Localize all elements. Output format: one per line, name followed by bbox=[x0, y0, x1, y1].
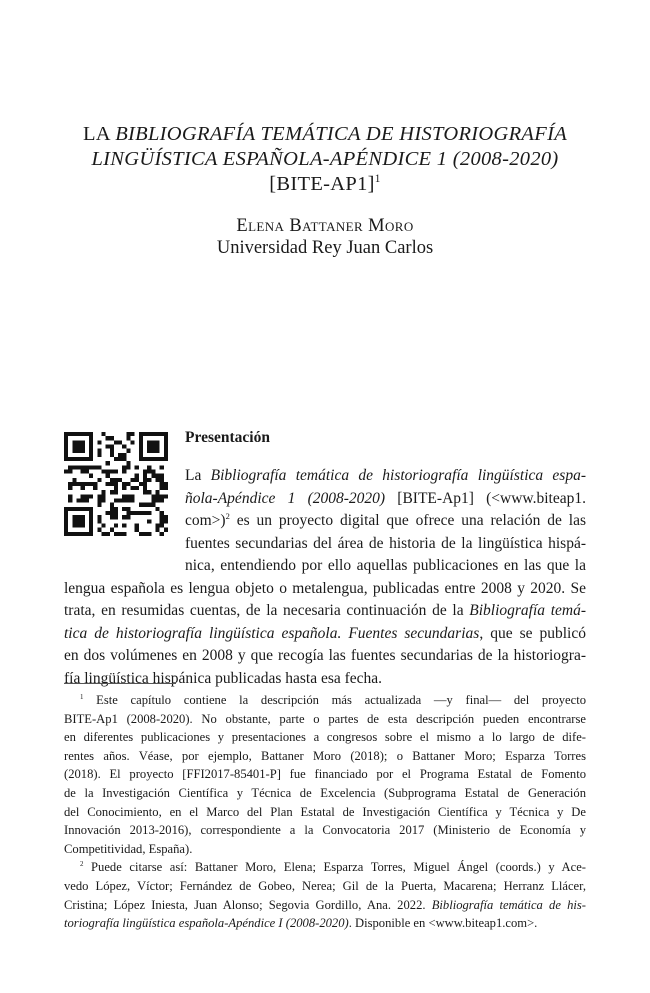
qr-module bbox=[110, 469, 114, 473]
body-line: fuentes secundarias del área de historia de la lingüística hispá- bbox=[185, 534, 586, 552]
qr-module bbox=[97, 499, 101, 503]
qr-module bbox=[110, 444, 114, 448]
qr-module bbox=[89, 474, 93, 478]
body-line: en dos volúmenes en 2008 y que recogía las fuentes secundarias de la historiogra- bbox=[64, 647, 586, 664]
qr-module bbox=[126, 507, 130, 511]
qr-module bbox=[114, 532, 118, 536]
qr-module bbox=[85, 494, 89, 498]
qr-module bbox=[81, 465, 85, 469]
qr-module bbox=[114, 515, 118, 519]
qr-module bbox=[143, 478, 147, 482]
qr-code-image bbox=[64, 432, 168, 536]
qr-module bbox=[110, 449, 114, 453]
qr-module bbox=[131, 511, 135, 515]
body-line: tica de historiografía lingüística española. Fuentes secundarias, que se publicó bbox=[64, 624, 586, 642]
qr-module bbox=[81, 482, 85, 486]
qr-module bbox=[160, 494, 164, 498]
qr-module bbox=[110, 515, 114, 519]
qr-module bbox=[164, 519, 168, 523]
qr-module bbox=[85, 469, 89, 473]
qr-module bbox=[93, 465, 97, 469]
qr-module bbox=[106, 511, 110, 515]
qr-module bbox=[97, 449, 101, 453]
paragraph-full-width bbox=[64, 578, 586, 691]
qr-module bbox=[68, 486, 72, 490]
qr-module bbox=[151, 499, 155, 503]
qr-module bbox=[81, 486, 85, 490]
body-line: ñola-Apéndice 1 (2008-2020) [BITE-Ap1] (<www.biteap1. bbox=[185, 489, 586, 507]
qr-module bbox=[147, 532, 151, 536]
footnote-line: $^1$ Este capítulo contiene la descripción más actualizada —y final— del proyecto bbox=[80, 693, 586, 707]
footnote-line: vedo López, Víctor; Fernández de Gobeo, Nerea; Gil de la Puerta, Macarena; Herranz Llácer, bbox=[64, 878, 586, 893]
qr-module bbox=[156, 474, 160, 478]
qr-module bbox=[72, 515, 84, 527]
section-heading: Presentación bbox=[185, 429, 270, 446]
qr-module bbox=[126, 461, 130, 465]
qr-module bbox=[160, 478, 164, 482]
qr-module bbox=[72, 478, 76, 482]
qr-module bbox=[93, 486, 97, 490]
qr-module bbox=[156, 524, 160, 528]
footnote-mark-1: 1 bbox=[374, 173, 381, 186]
qr-module bbox=[114, 499, 118, 503]
qr-module bbox=[126, 499, 130, 503]
qr-module bbox=[106, 532, 110, 536]
footnote-line: Competitividad, España). bbox=[64, 841, 193, 856]
body-line: fía lingüística hispánica publicadas hasta esa fecha. bbox=[64, 669, 383, 687]
qr-module bbox=[139, 482, 143, 486]
qr-module bbox=[72, 440, 84, 452]
qr-module bbox=[139, 503, 143, 507]
qr-module bbox=[97, 515, 101, 519]
qr-module bbox=[64, 469, 68, 473]
chapter-title bbox=[60, 122, 590, 197]
qr-module bbox=[114, 478, 118, 482]
qr-module bbox=[89, 465, 93, 469]
title-line-1: LA BIBLIOGRAFÍA TEMÁTICA DE HISTORIOGRAFÍA bbox=[82, 123, 568, 145]
qr-module bbox=[151, 494, 155, 498]
qr-module bbox=[101, 499, 105, 503]
qr-module bbox=[85, 482, 89, 486]
qr-module bbox=[156, 507, 160, 511]
qr-module bbox=[151, 503, 155, 507]
qr-module bbox=[126, 465, 130, 469]
qr-module bbox=[160, 532, 164, 536]
footnote-line: Cristina; López Iniesta, Juan Alonso; Segovia Gordillo, Ana. 2022. Bibliografía temática de his- bbox=[64, 897, 586, 912]
qr-module bbox=[147, 465, 151, 469]
qr-module bbox=[126, 515, 130, 519]
footnote-line: $^2$ Puede citarse así: Battaner Moro, Elena; Esparza Torres, Miguel Ángel (coords.) y Ace- bbox=[80, 860, 586, 875]
qr-module bbox=[156, 499, 160, 503]
qr-module bbox=[122, 494, 126, 498]
qr-module bbox=[143, 469, 147, 473]
qr-module bbox=[160, 499, 164, 503]
qr-module bbox=[135, 528, 139, 532]
qr-module bbox=[164, 528, 168, 532]
qr-module bbox=[101, 432, 105, 436]
qr-module bbox=[97, 465, 101, 469]
qr-module bbox=[85, 499, 89, 503]
qr-module bbox=[110, 436, 114, 440]
qr-module bbox=[122, 486, 126, 490]
qr-module bbox=[135, 511, 139, 515]
qr-module bbox=[89, 494, 93, 498]
qr-module bbox=[72, 482, 76, 486]
qr-module bbox=[97, 478, 101, 482]
qr-module bbox=[118, 453, 122, 457]
footnote-line: en diferentes publicaciones y presentaciones a congresos sobre el mismo a lo largo de dife- bbox=[64, 730, 586, 745]
qr-module bbox=[160, 486, 164, 490]
qr-module bbox=[126, 494, 130, 498]
body-line: trata, en resumidas cuentas, de la necesaria continuación de la Bibliografía temá- bbox=[64, 602, 587, 619]
qr-module bbox=[122, 515, 126, 519]
qr-module bbox=[160, 482, 164, 486]
qr-module bbox=[110, 528, 114, 532]
qr-module bbox=[110, 511, 114, 515]
qr-module bbox=[139, 511, 143, 515]
qr-module bbox=[76, 465, 80, 469]
qr-module bbox=[143, 486, 147, 490]
qr-module bbox=[93, 482, 97, 486]
qr-module bbox=[147, 478, 151, 482]
qr-module bbox=[135, 486, 139, 490]
qr-module bbox=[114, 469, 118, 473]
author-name: Elena Battaner Moro bbox=[236, 216, 414, 236]
qr-module bbox=[97, 440, 101, 444]
qr-module bbox=[118, 499, 122, 503]
qr-module bbox=[110, 507, 114, 511]
qr-module bbox=[122, 444, 126, 448]
qr-module bbox=[143, 532, 147, 536]
qr-module bbox=[106, 461, 110, 465]
qr-module bbox=[68, 465, 72, 469]
body-line: La Bibliografía temática de historiografía lingüística espa- bbox=[185, 467, 586, 484]
qr-module bbox=[131, 499, 135, 503]
qr-module bbox=[135, 465, 139, 469]
qr-module bbox=[160, 465, 164, 469]
qr-module bbox=[72, 465, 76, 469]
footnote-line: BITE-Ap1 (2008-2020). No obstante, parte o partes de esta descripción pueden encontrarse bbox=[64, 711, 586, 726]
qr-module bbox=[122, 507, 126, 511]
qr-module bbox=[147, 519, 151, 523]
qr-module bbox=[135, 478, 139, 482]
qr-module bbox=[164, 494, 168, 498]
qr-module bbox=[160, 515, 164, 519]
body-line: lengua española es lengua objeto o metalengua, publicadas entre 2008 y 2020. Se bbox=[64, 579, 586, 597]
footnote-line: del Conocimiento, en el Marco del Plan Estatal de Investigación Científica y Técnica y De bbox=[64, 804, 586, 819]
qr-module bbox=[106, 474, 110, 478]
qr-module bbox=[126, 449, 130, 453]
qr-module bbox=[106, 469, 110, 473]
qr-module bbox=[114, 457, 118, 461]
body-line: com>)$^2$ es un proyecto digital que ofrece una relación de las bbox=[185, 510, 586, 529]
qr-module bbox=[97, 503, 101, 507]
qr-module bbox=[106, 444, 110, 448]
qr-module bbox=[122, 482, 126, 486]
qr-module bbox=[131, 486, 135, 490]
qr-module bbox=[114, 511, 118, 515]
footnote-line: toriografía lingüística española-Apéndice I (2008-2020). Disponible en <www.biteap1.com>. bbox=[64, 916, 538, 931]
qr-module bbox=[106, 436, 110, 440]
qr-module bbox=[151, 469, 155, 473]
qr-module bbox=[101, 524, 105, 528]
qr-module bbox=[76, 499, 80, 503]
qr-module bbox=[147, 469, 151, 473]
qr-module bbox=[131, 440, 135, 444]
footnote-line: de la Investigación Científica y Técnica de Excelencia (Subprograma Estatal de Generación bbox=[64, 785, 586, 800]
author-affiliation: Universidad Rey Juan Carlos bbox=[216, 238, 434, 258]
qr-module bbox=[118, 532, 122, 536]
qr-module bbox=[114, 440, 118, 444]
qr-module bbox=[139, 532, 143, 536]
qr-module bbox=[156, 478, 160, 482]
qr-module bbox=[114, 486, 118, 490]
footnote-line: rentes años. Véase, por ejemplo, Battaner Moro (2018); o Battaner Moro; Esparza Torres bbox=[64, 748, 586, 763]
qr-module bbox=[156, 528, 160, 532]
qr-module bbox=[122, 465, 126, 469]
qr-module bbox=[126, 482, 130, 486]
qr-module bbox=[89, 482, 93, 486]
qr-module bbox=[114, 507, 118, 511]
body-line: nica, entendiendo por ello aquellas publicaciones en las que la bbox=[185, 557, 586, 574]
qr-module bbox=[81, 499, 85, 503]
qr-module bbox=[110, 478, 114, 482]
qr-module bbox=[114, 490, 118, 494]
qr-module bbox=[126, 436, 130, 440]
qr-module bbox=[68, 499, 72, 503]
qr-module bbox=[151, 474, 155, 478]
qr-module bbox=[156, 490, 160, 494]
qr-module bbox=[122, 469, 126, 473]
title-line-3: [BITE-AP1]$^1$ bbox=[269, 173, 381, 195]
qr-module bbox=[101, 490, 105, 494]
qr-module bbox=[101, 532, 105, 536]
qr-module bbox=[147, 511, 151, 515]
qr-module bbox=[143, 490, 147, 494]
qr-module bbox=[118, 478, 122, 482]
qr-module bbox=[147, 440, 159, 452]
qr-module bbox=[118, 457, 122, 461]
qr-module bbox=[97, 453, 101, 457]
qr-module bbox=[143, 511, 147, 515]
qr-module bbox=[135, 524, 139, 528]
footnote-separator bbox=[64, 683, 176, 684]
qr-module bbox=[160, 519, 164, 523]
qr-module bbox=[131, 478, 135, 482]
qr-module bbox=[131, 432, 135, 436]
qr-module bbox=[68, 469, 72, 473]
qr-module bbox=[81, 494, 85, 498]
qr-module bbox=[68, 494, 72, 498]
title-line-2: LINGÜÍSTICA ESPAÑOLA-APÉNDICE 1 (2008-2020) bbox=[91, 148, 559, 170]
qr-module bbox=[68, 482, 72, 486]
qr-module bbox=[164, 515, 168, 519]
paragraph-indented bbox=[185, 465, 586, 578]
qr-module bbox=[160, 511, 164, 515]
qr-module bbox=[101, 494, 105, 498]
qr-module bbox=[97, 528, 101, 532]
footnote-line: Innovación 2013-2016), correspondiente a la Convocatoria 2017 (Ministerio de Economía y bbox=[64, 823, 586, 838]
qr-module bbox=[160, 524, 164, 528]
footnote-line: (2018). El proyecto [FFI2017-85401-P] fue financiado por el Programa Estatal de Fomento bbox=[64, 767, 586, 782]
qr-module bbox=[143, 503, 147, 507]
qr-module bbox=[85, 465, 89, 469]
qr-module bbox=[76, 482, 80, 486]
qr-module bbox=[122, 532, 126, 536]
qr-module bbox=[147, 503, 151, 507]
qr-module bbox=[126, 432, 130, 436]
qr-module bbox=[122, 499, 126, 503]
qr-module bbox=[118, 440, 122, 444]
qr-module bbox=[97, 494, 101, 498]
qr-module bbox=[122, 453, 126, 457]
qr-module bbox=[164, 486, 168, 490]
qr-module bbox=[106, 482, 110, 486]
qr-module bbox=[97, 519, 101, 523]
qr-module bbox=[114, 482, 118, 486]
qr-module bbox=[110, 503, 114, 507]
qr-module bbox=[147, 490, 151, 494]
qr-module bbox=[81, 469, 85, 473]
qr-module bbox=[143, 474, 147, 478]
qr-module bbox=[114, 524, 118, 528]
qr-module bbox=[131, 494, 135, 498]
qr-module bbox=[122, 457, 126, 461]
qr-module bbox=[143, 482, 147, 486]
qr-module bbox=[110, 453, 114, 457]
qr-module bbox=[156, 494, 160, 498]
qr-module bbox=[122, 524, 126, 528]
qr-module bbox=[110, 482, 114, 486]
qr-module bbox=[126, 511, 130, 515]
qr-module bbox=[164, 482, 168, 486]
footnotes bbox=[64, 691, 586, 933]
qr-module bbox=[101, 469, 105, 473]
qr-module bbox=[110, 490, 114, 494]
qr-module bbox=[160, 474, 164, 478]
qr-module bbox=[135, 474, 139, 478]
